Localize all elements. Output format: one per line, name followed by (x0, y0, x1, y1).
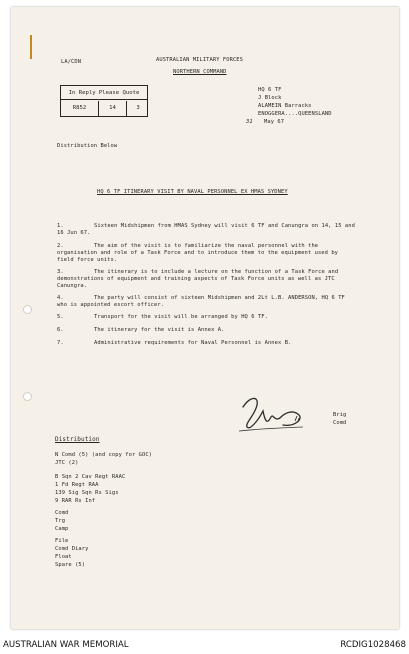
handwritten-signature (237, 393, 307, 435)
para-text-3: The itinerary is to include a lecture on the function of a Task Force and demonstrations of equipment and training aspects of Task Force units as well as JTC Canungra. (57, 269, 339, 289)
date-day: 31 (246, 119, 253, 125)
punch-hole-bottom (23, 392, 32, 401)
command-heading: NORTHERN COMMAND (173, 69, 227, 75)
distribution-item: Float (55, 554, 72, 560)
distribution-item: Comd Diary (55, 546, 89, 552)
distribution-item: 9 RAR Rs Inf (55, 498, 96, 504)
para-text-1: Sixteen Midshipmen from HMAS Sydney will visit 6 TF and Canungra on 14, 15 and 16 Jun 67. (57, 223, 355, 236)
distribution-item: Trg (55, 518, 66, 524)
distribution-item: 1 Fd Regt RAA (55, 482, 99, 488)
signature-rank: Brig (333, 412, 347, 418)
para-text-4: The party will consist of sixteen Midshipmen and 2Lt L.B. ANDERSON, HQ 6 TF who is appointed escort officer. (57, 295, 345, 308)
para-num-3: 3. (57, 269, 64, 275)
para-num-1: 1. (57, 223, 64, 229)
distribution-item: B Sqn 2 Cav Regt RAAC (55, 474, 126, 480)
para-num-2: 2. (57, 243, 64, 249)
reply-value-2: 14 (99, 101, 127, 116)
distribution-item: File (55, 538, 69, 544)
address-line-2: J Block (258, 95, 282, 101)
distribution-item: 139 Sig Sqn Rs Sigs (55, 490, 119, 496)
para-text-2: The aim of the visit is to familiarize the naval personnel with the organisation and role of a Task Force and to introduce them to the equipment used by field force units. (57, 243, 339, 263)
paper-clip-mark (30, 35, 32, 59)
record-id: RCDIG1028468 (340, 640, 406, 650)
para-num-6: 6. (57, 327, 64, 333)
reply-value-3: 3 (136, 105, 140, 111)
distribution-heading: Distribution (55, 436, 100, 443)
para-text-6: The itinerary for the visit is Annex A. (94, 327, 225, 333)
organisation-heading: AUSTRALIAN MILITARY FORCES (156, 57, 243, 63)
reply-reference-box (60, 85, 148, 117)
reply-value-1: R852 (61, 101, 99, 116)
subject-title: HQ 6 TF ITINERARY VISIT BY NAVAL PERSONNEL EX HMAS SYDNEY (97, 189, 288, 195)
para-num-7: 7. (57, 340, 64, 346)
distribution-below-note: Distribution Below (57, 143, 118, 149)
distribution-item: Camp (55, 526, 69, 532)
para-text-5: Transport for the visit will be arranged by HQ 6 TF. (94, 314, 268, 320)
distribution-item: Spare (5) (55, 562, 86, 568)
address-line-1: HQ 6 TF (258, 87, 282, 93)
distribution-item: JTC (2) (55, 460, 79, 466)
archive-name: AUSTRALIAN WAR MEMORIAL (3, 640, 129, 650)
punch-hole-top (23, 305, 32, 314)
para-text-7: Administrative requirements for Naval Personnel is Annex B. (94, 340, 292, 346)
date-month-year: May 67 (264, 119, 285, 125)
reply-label: In Reply Please Quote (61, 86, 147, 100)
signature-role: Comd (333, 420, 347, 426)
file-reference: LA/CDN (61, 59, 82, 65)
para-num-5: 5. (57, 314, 64, 320)
address-line-3: ALAMEIN Barracks (258, 103, 312, 109)
address-line-4: ENOGGERA....QUEENSLAND (258, 111, 332, 117)
distribution-item: N Comd (5) (and copy for GOC) (55, 452, 153, 458)
para-num-4: 4. (57, 295, 64, 301)
distribution-item: Comd (55, 510, 69, 516)
